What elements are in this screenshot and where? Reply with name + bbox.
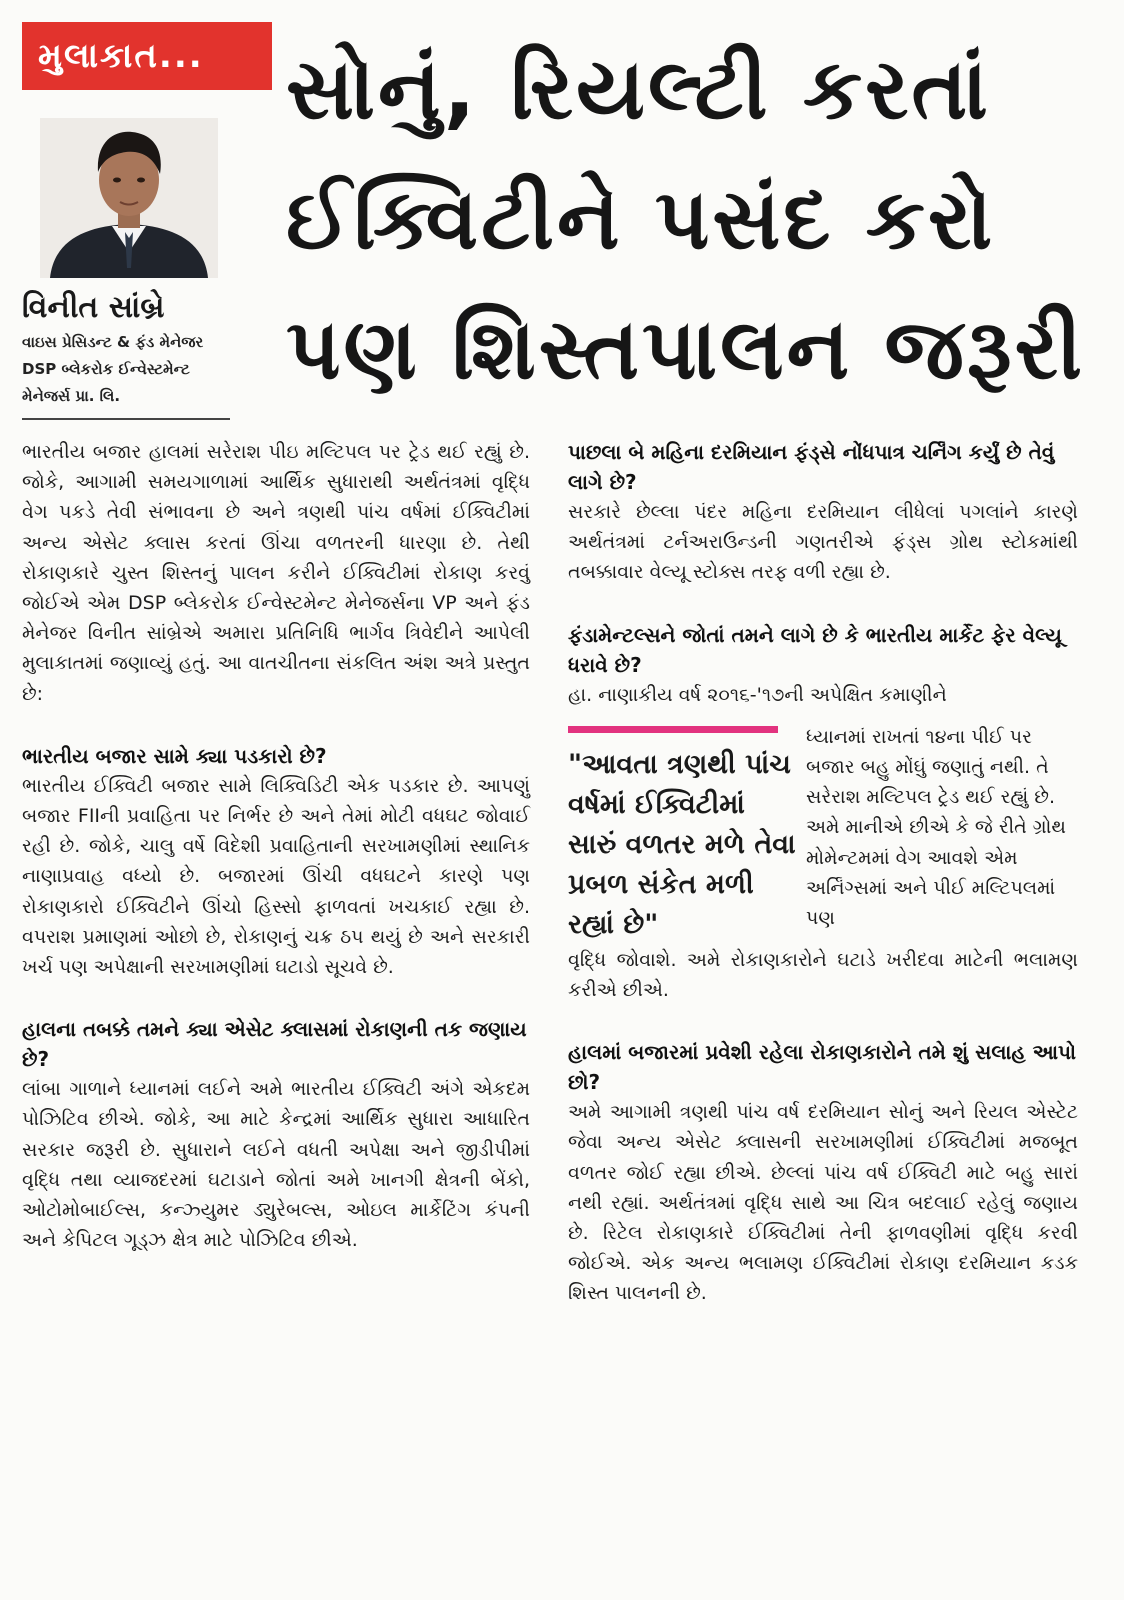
headline [286, 24, 1106, 414]
author-byline [22, 290, 282, 410]
pull-quote-bar [568, 726, 778, 733]
headline-line-2: ઈક્વિટીને પસંદ કરો [286, 170, 996, 268]
author-company-suffix: મેનેજર્સ પ્રા. લિ. [22, 387, 121, 405]
answer-3: સરકારે છેલ્લા પંદર મહિના દરમિયાન લીધેલાં પગલાંને કારણે અર્થતંત્રમાં ટર્નઅરાઉન્ડની ગણતરીએ ફંડ્સ ગ્રોથ સ્ટોકમાંથી તબક્કાવાર વેલ્યૂ સ્ટોક્સ તરફ વળી રહ્યા છે. [568, 501, 1078, 584]
question-3: પાછલા બે મહિના દરમિયાન ફંડ્સે નોંધપાત્ર ચર્નિંગ કર્યું છે તેવું લાગે છે? [568, 440, 1055, 494]
byline-divider [22, 418, 230, 420]
pull-quote-text: "આવતા ત્રણથી પાંચ વર્ષમાં ઈક્વિટીમાં સારું વળતર મળે તેવા પ્રબળ સંકેત મળી રહ્યાં છે" [568, 748, 796, 940]
question-1: ભારતીય બજાર સામે ક્યા પડકારો છે? [22, 743, 327, 768]
question-2: હાલના તબક્કે તમને ક્યા એસેટ ક્લાસમાં રોકાણની તક જણાય છે? [22, 1017, 527, 1072]
section-tag: મુલાકાત... [22, 22, 272, 90]
author-name: વિનીત સાંબ્રે [22, 290, 165, 325]
headline-line-3: પણ શિસ્તપાલન જરૂરી [286, 300, 1086, 398]
right-column [568, 437, 1078, 1309]
answer-1: ભારતીય ઈક્વિટી બજાર સામે લિક્વિડિટી એક પડકાર છે. આપણું બજાર FIIની પ્રવાહિતા પર નિર્ભર છે અને તેમાં મોટી વધઘટ જોવાઈ રહી છે. જોકે, ચાલુ વર્ષે વિદેશી પ્રવાહિતાની સરખામણીમાં સ્થાનિક નાણાપ્રવાહ વધ્યો છે. બજારમાં ઊંચી વધઘટને કારણે પણ રોકાણકારો ઈક્વિટીને ઊંચો હિસ્સો ફાળવતાં ખચકાઈ રહ્યા છે. વપરાશ પ્રમાણમાં ઓછો છે, રોકાણનું ચક્ર ઠપ થયું છે અને સરકારી ખર્ચ પણ અપેક્ષાની સરખામણીમાં ઘટાડો સૂચવે છે. [22, 774, 530, 979]
author-company: DSP બ્લેકરોક ઈન્વેસ્ટમેન્ટ [22, 360, 190, 378]
answer-2: લાંબા ગાળાને ધ્યાનમાં લઈને અમે ભારતીય ઈક્વિટી અંગે એકદમ પોઝિટિવ છીએ. જોકે, આ માટે કેન્દ્રમાં આર્થિક સુધારા આધારિત સરકાર જરૂરી છે. સુધારાને લઈને વધતી અપેક્ષા અને જીડીપીમાં વૃદ્ધિ તથા વ્યાજદરમાં ઘટાડાને જોતાં અમે ખાનગી ક્ષેત્રની બેંકો, ઓટોમોબાઈલ્સ, કન્ઝ્યુમર ડ્યુરેબલ્સ, ઓઇલ માર્કેટિંગ કંપની અને કેપિટલ ગૂડ્ઝ ક્ષેત્ર માટે પોઝિટિવ છીએ. [22, 1078, 530, 1252]
answer-4-lead: હા. નાણાકીય વર્ષ ૨૦૧૬-'૧૭ની અપેક્ષિત કમાણીને [568, 683, 947, 706]
answer-4-rest: વૃદ્ધિ જોવાશે. અમે રોકાણકારોને ઘટાડે ખરીદવા માટેની ભલામણ કરીએ છીએ. [568, 948, 1078, 1002]
answer-4-side [796, 722, 1078, 945]
answer-5: અમે આગામી ત્રણથી પાંચ વર્ષ દરમિયાન સોનું અને રિયલ એસ્ટેટ જેવા અન્ય એસેટ ક્લાસની સરખામણીમાં ઈક્વિટીમાં મજબૂત વળતર જોઈ રહ્યા છીએ. છેલ્લાં પાંચ વર્ષ ઈક્વિટી માટે બહુ સારાં નથી રહ્યાં. અર્થતંત્રમાં વૃદ્ધિ સાથે આ ચિત્ર બદલાઈ રહેલું જણાય છે. રિટેલ રોકાણકારે ઈક્વિટીમાં તેની ફાળવણીમાં વૃદ્ધિ કરવી જોઈએ. એક અન્ય ભલામણ ઈક્વિટીમાં રોકાણ દરમિયાન કડક શિસ્ત પાલનની છે. [568, 1101, 1078, 1305]
author-photo [40, 118, 218, 278]
answer-4-side-text: ધ્યાનમાં રાખતાં ૧૪ના પીઈ પર બજાર બહુ મોંઘું જણાતું નથી. તે સરેરાશ મલ્ટિપલ ટ્રેડ થઈ રહ્યું છે. અમે માનીએ છીએ કે જે રીતે ગ્રોથ મોમેન્ટમમાં વેગ આવશે એમ અર્નિંગ્સમાં અને પીઈ મલ્ટિપલમાં પણ [806, 725, 1067, 930]
intro-paragraph: ભારતીય બજાર હાલમાં સરેરાશ પીઇ મલ્ટિપલ પર ટ્રેડ થઈ રહ્યું છે. જોકે, આગામી સમયગાળામાં આર્થિક સુધારાથી અર્થતંત્રમાં વૃદ્ધિ વેગ પકડે તેવી સંભાવના છે અને ત્રણથી પાંચ વર્ષમાં ઈક્વિટીમાં અન્ય એસેટ ક્લાસ કરતાં ઊંચા વળતરની ધારણા છે. તેથી રોકાણકારે ચુસ્ત શિસ્તનું પાલન કરીને ઈક્વિટીમાં રોકાણ કરવું જોઈએ એમ DSP બ્લેકરોક ઈન્વેસ્ટમેન્ટ મેનેજર્સના VP અને ફંડ મેનેજર વિનીત સાંબ્રેએ અમારા પ્રતિનિધિ ભાર્ગવ ત્રિવેદીને આપેલી મુલાકાતમાં જણાવ્યું હતું. આ વાતચીતના સંકલિત અંશ અત્રે પ્રસ્તુત છે: [22, 441, 530, 705]
left-column [22, 437, 530, 1255]
pull-quote [568, 722, 796, 945]
headline-line-1: સોનું, રિયલ્ટી કરતાં [286, 40, 991, 138]
author-designation: વાઇસ પ્રેસિડન્ટ & ફંડ મેનેજર [22, 333, 204, 351]
pull-quote-block [568, 722, 1078, 945]
question-5: હાલમાં બજારમાં પ્રવેશી રહેલા રોકાણકારોને તમે શું સલાહ આપો છો? [568, 1040, 1076, 1095]
author-portrait-icon [40, 118, 218, 278]
question-4: ફંડામેન્ટલ્સને જોતાં તમને લાગે છે કે ભારતીય માર્કેટ ફેર વેલ્યૂ ધરાવે છે? [568, 622, 1062, 677]
